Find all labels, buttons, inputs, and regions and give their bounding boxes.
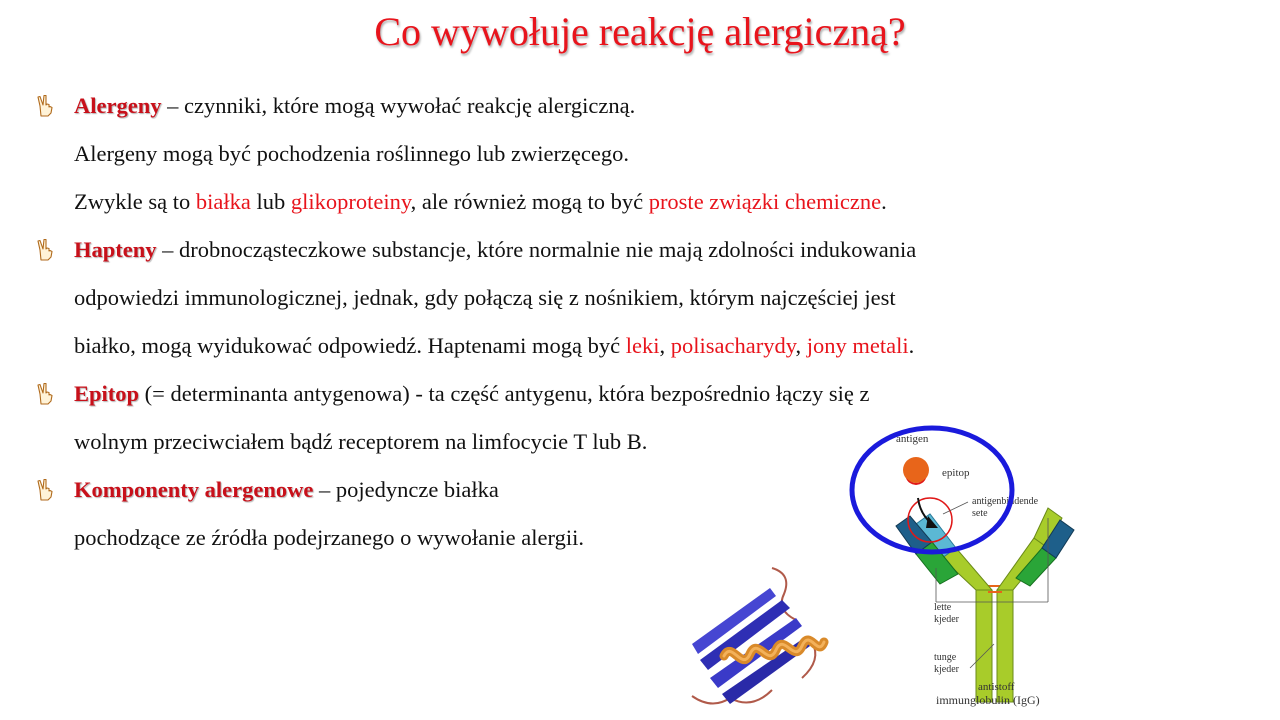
term-highlight: Hapteny — [74, 237, 157, 262]
text-segment: , ale również mogą to być — [410, 189, 649, 214]
term-highlight: Alergeny — [74, 93, 162, 118]
caption-antibody-2: immunglobulin (IgG) — [936, 693, 1040, 707]
text-segment: – pojedyncze białka — [313, 477, 499, 502]
bullet-line — [74, 178, 1256, 226]
text-segment: odpowiedzi immunologicznej, jednak, gdy połączą się z nośnikiem, którym najczęściej jest — [74, 285, 896, 310]
antibody-diagram — [848, 418, 1138, 718]
bullet-item — [36, 226, 1256, 370]
slide-title: Co wywołuje reakcję alergiczną? — [374, 9, 906, 54]
label-binding-site-1: antigenbindende — [972, 496, 1039, 507]
label-heavy-chain-2: kjeder — [934, 664, 959, 675]
text-segment: Zwykle są to — [74, 189, 196, 214]
label-binding-site-2: sete — [972, 508, 988, 519]
text-segment: pochodzące ze źródła podejrzanego o wywołanie alergii. — [74, 525, 584, 550]
text-segment: – drobnocząsteczkowe substancje, które normalnie nie mają zdolności indukowania — [156, 237, 917, 262]
bullet-line — [74, 274, 1256, 322]
label-light-chain-2: kjeder — [934, 614, 959, 625]
text-segment: , — [659, 333, 671, 358]
bullet-line — [74, 82, 1256, 130]
bullet-line — [74, 130, 1256, 178]
text-segment: Alergeny mogą być pochodzenia roślinnego lub zwierzęcego. — [74, 141, 630, 166]
text-segment: – czynniki, które mogą wywołać reakcję alergiczną. — [161, 93, 636, 118]
label-light-chain-1: lette — [934, 602, 952, 613]
keyword-highlight: glikoproteiny — [290, 189, 411, 214]
keyword-highlight: jony metali — [806, 333, 909, 358]
text-segment: białko, mogą wyidukować odpowiedź. Haptenami mogą być — [74, 333, 626, 358]
text-segment: . — [908, 333, 915, 358]
text-segment: . — [881, 189, 887, 214]
keyword-highlight: leki — [625, 333, 660, 358]
label-heavy-chain-1: tunge — [934, 652, 957, 663]
term-highlight: Epitop — [74, 381, 140, 406]
bullet-line — [74, 370, 1256, 418]
text-segment: lub — [250, 189, 291, 214]
keyword-highlight: polisacharydy — [670, 333, 796, 358]
victory-hand-icon — [36, 382, 54, 406]
victory-hand-icon — [36, 238, 54, 262]
text-segment: (= determinanta antygenowa) - ta część antygenu, która bezpośrednio łączy się z — [139, 381, 870, 406]
protein-ribbon-icon — [672, 560, 842, 718]
label-antigen: antigen — [896, 433, 929, 445]
term-highlight: Komponenty alergenowe — [74, 477, 314, 502]
bullet-item — [36, 82, 1256, 226]
victory-hand-icon — [36, 478, 54, 502]
keyword-highlight: białka — [195, 189, 251, 214]
keyword-highlight: proste związki chemiczne — [648, 189, 882, 214]
text-segment: wolnym przeciwciałem bądź receptorem na limfocycie T lub B. — [74, 429, 648, 454]
text-segment: , — [795, 333, 807, 358]
label-epitop: epitop — [942, 467, 970, 479]
victory-hand-icon — [36, 94, 54, 118]
caption-antibody-1: antistoff — [978, 681, 1015, 693]
bullet-line — [74, 322, 1256, 370]
bullet-line — [74, 226, 1256, 274]
